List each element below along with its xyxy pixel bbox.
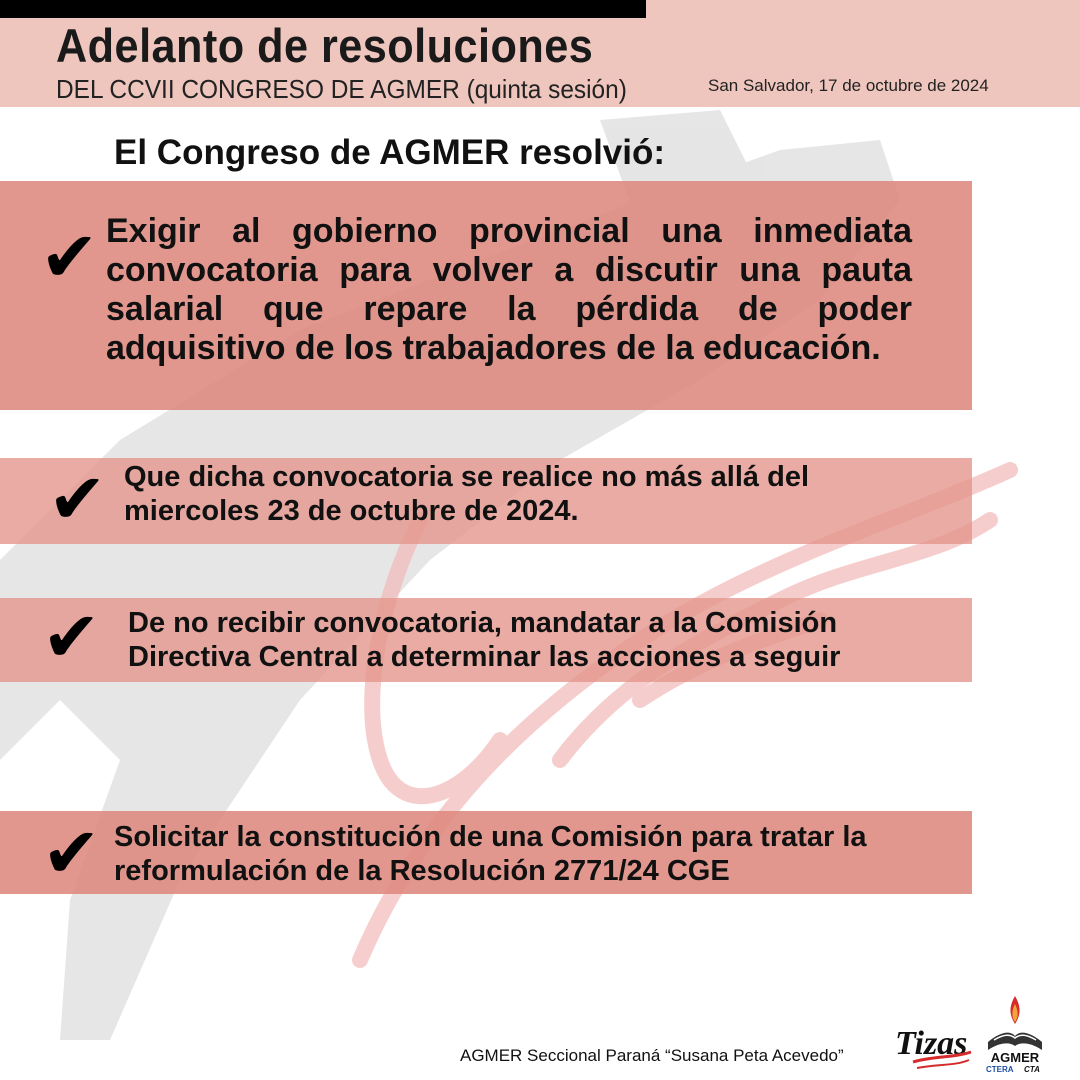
dateline: San Salvador, 17 de octubre de 2024 [708, 76, 989, 95]
resolution-text: Solicitar la constitución de una Comisión para tratar la reformulación de la Resolución 2771/24 CGE [114, 821, 867, 887]
ctera-logo-text: CTERA [986, 1065, 1014, 1074]
intro-heading: El Congreso de AGMER resolvió: [114, 133, 666, 172]
resolution-text: Exigir al gobierno provincial una inmediata convocatoria para volver a discutir una pauta salarial que repare la pérdida de poder adquisitivo de los trabajadores de la educación. [106, 212, 912, 367]
tizas-logo [893, 1018, 975, 1074]
check-icon: ✔ [42, 598, 101, 676]
resolution-text: Que dicha convocatoria se realice no más allá del miercoles 23 de octubre de 2024. [124, 461, 810, 527]
check-icon: ✔ [48, 460, 107, 538]
tizas-logo-text: Tizas [895, 1025, 968, 1062]
resolution-text: De no recibir convocatoria, mandatar a la Comisión Directiva Central a determinar las acciones a seguir [128, 607, 841, 673]
footer-text: AGMER Seccional Paraná “Susana Peta Acevedo” [460, 1046, 844, 1065]
header-black-bar [0, 0, 646, 18]
page-title: Adelanto de resoluciones [56, 19, 594, 72]
check-icon: ✔ [42, 814, 101, 892]
agmer-logo [980, 994, 1050, 1074]
check-icon: ✔ [40, 218, 99, 296]
cta-logo-text: CTA [1024, 1065, 1040, 1074]
agmer-logo-text: AGMER [990, 1050, 1040, 1065]
page-subtitle: DEL CCVII CONGRESO DE AGMER (quinta sesión) [56, 74, 627, 104]
